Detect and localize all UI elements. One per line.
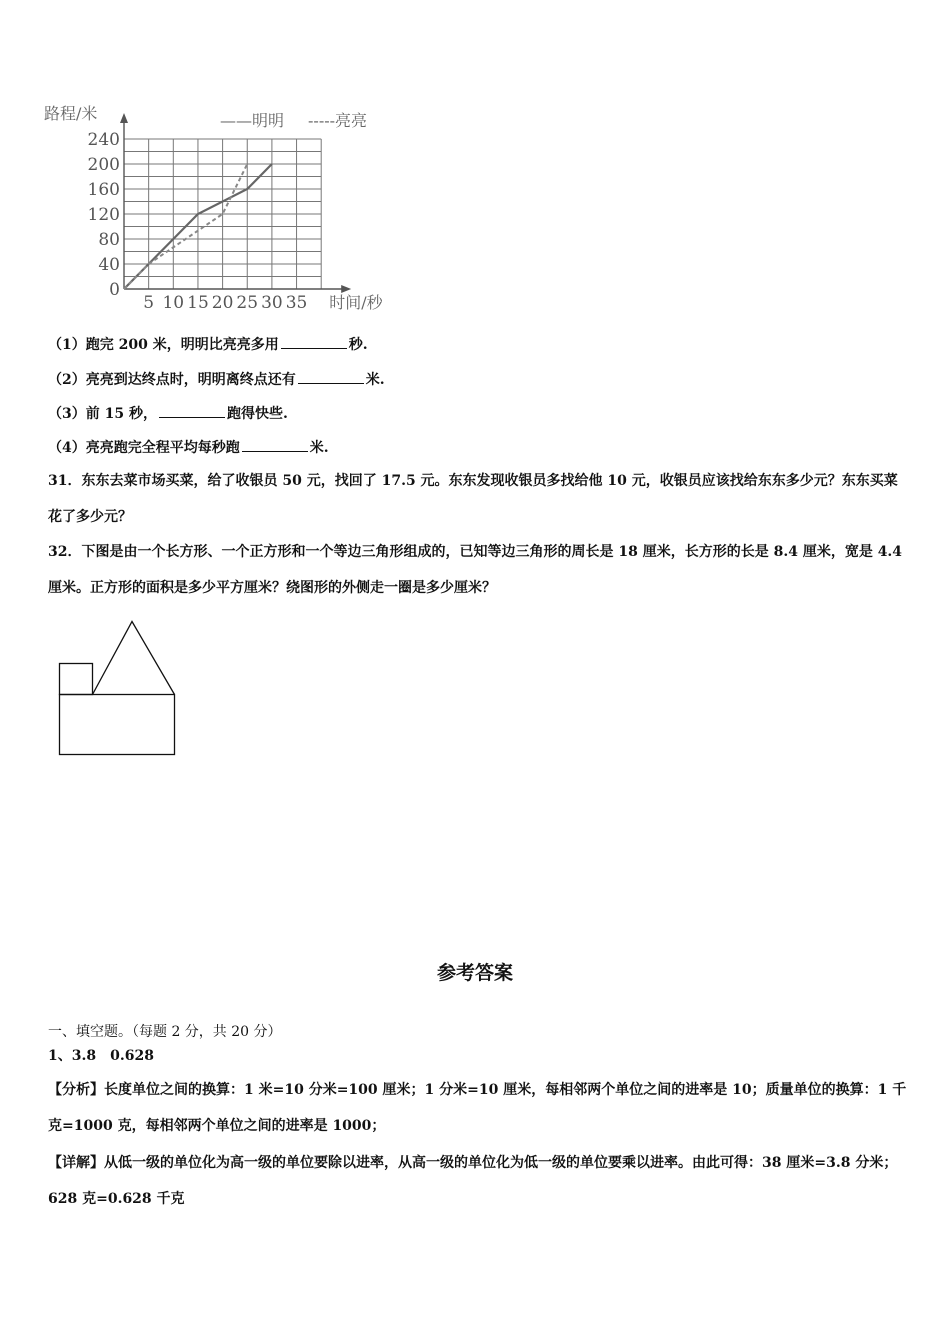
x-tick-label: 5 (143, 293, 155, 313)
q30-3-text: （3）前 15 秒， (48, 406, 157, 422)
y-axis-arrow (120, 113, 128, 123)
square-shape (60, 664, 93, 695)
detail-text: 【详解】从低一级的单位化为高一级的单位要除以进率，从高一级的单位化为低一级的单位要乘以进率。由此可得：38 厘米=3.8 分米；628 克=0.628 千克 (48, 1155, 898, 1207)
y-tick-label: 200 (87, 155, 120, 175)
q30-3-unit: 跑得快些. (226, 406, 288, 422)
y-axis-title: 路程/米 (44, 104, 98, 123)
question-30-1 (48, 334, 368, 355)
answer-heading: 参考答案 (436, 962, 513, 984)
legend-item-solid: ——明明 (220, 111, 285, 130)
composite-shape-figure (56, 618, 186, 760)
y-tick-label: 240 (87, 130, 120, 150)
answer-blank (281, 334, 347, 349)
q30-4-unit: 米. (309, 440, 329, 456)
chart-svg (40, 96, 400, 322)
q30-1-text: （1）跑完 200 米，明明比亮亮多用 (48, 337, 279, 353)
x-axis-title: 时间/秒 (329, 293, 383, 312)
answer-1: 1、3.8 0.628 (48, 1048, 154, 1064)
x-tick-label: 30 (261, 293, 283, 313)
y-tick-label: 80 (98, 230, 120, 250)
y-tick-label: 40 (98, 255, 120, 275)
y-tick-label: 160 (87, 180, 120, 200)
x-tick-label: 10 (162, 293, 185, 313)
answer-blank (159, 403, 225, 418)
question-31: 31．东东去菜市场买菜，给了收银员 50 元，找回了 17.5 元。东东发现收银员多找给他 10 元，收银员应该找给东东多少元？东东买菜花了多少元？ (48, 473, 898, 525)
x-tick-label: 35 (285, 293, 308, 313)
analysis-text: 【分析】长度单位之间的换算：1 米=10 分米=100 厘米；1 分米=10 厘米，每相邻两个单位之间的进率是 10；质量单位的换算：1 千克=1000 克，每相邻两个单位之间的进率是 1000； (48, 1082, 907, 1134)
answer-blank (242, 437, 308, 452)
answer-blank (298, 369, 364, 384)
question-30-4 (48, 437, 329, 458)
q30-2-unit: 米. (365, 372, 385, 388)
section-heading: 一、填空题。（每题 2 分，共 20 分） (48, 1024, 282, 1040)
rectangle-shape (60, 695, 175, 755)
distance-time-chart (40, 96, 400, 322)
q30-1-unit: 秒. (348, 337, 368, 353)
question-30-2 (48, 369, 385, 390)
triangle-shape (93, 622, 175, 695)
q30-4-text: （4）亮亮跑完全程平均每秒跑 (48, 440, 240, 456)
x-tick-label: 25 (236, 293, 259, 313)
legend-item-dashed: -----亮亮 (308, 111, 368, 130)
question-30-3 (48, 403, 288, 424)
y-tick-label: 0 (109, 280, 120, 300)
question-32: 32．下图是由一个长方形、一个正方形和一个等边三角形组成的，已知等边三角形的周长是 18 厘米，长方形的长是 8.4 厘米，宽是 4.4 厘米。正方形的面积是多少平方厘米？绕图形的外侧走一圈是多少厘米？ (48, 544, 903, 596)
q30-2-text: （2）亮亮到达终点时，明明离终点还有 (48, 372, 296, 388)
x-axis-arrow (341, 285, 351, 293)
x-tick-label: 15 (187, 293, 209, 313)
x-tick-label: 20 (211, 293, 234, 313)
y-tick-label: 120 (87, 205, 120, 225)
